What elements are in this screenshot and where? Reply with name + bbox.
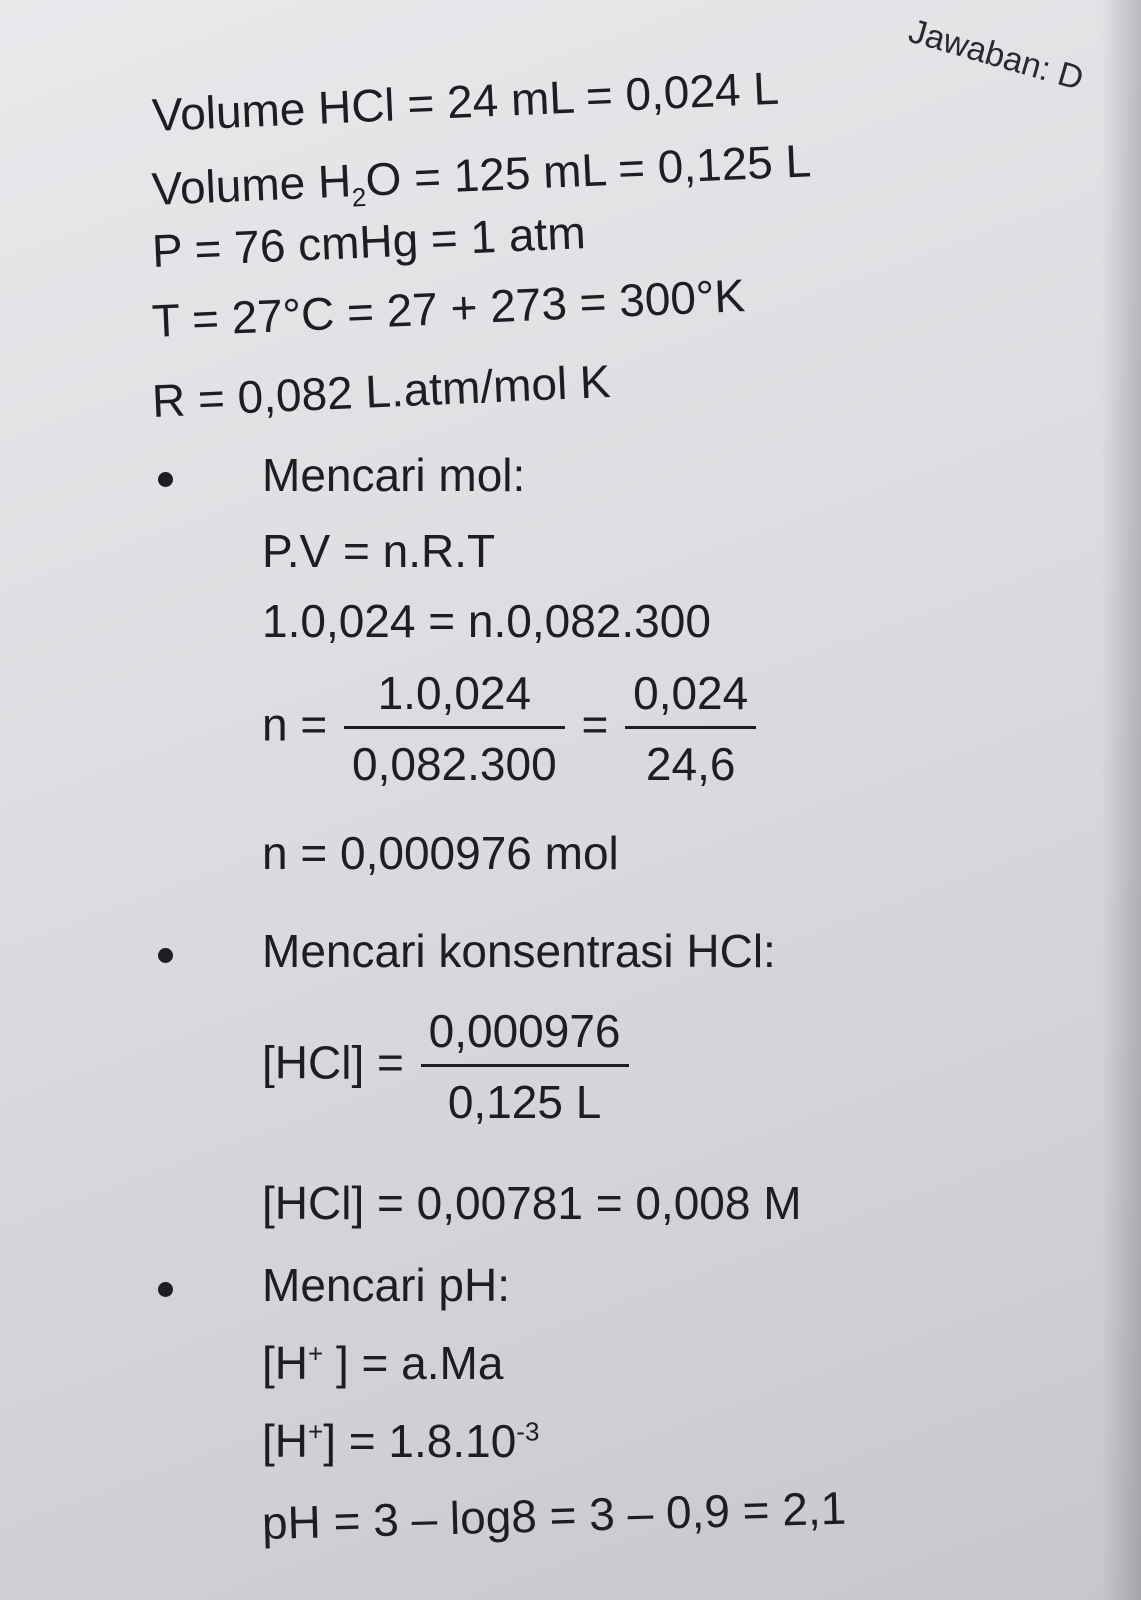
bullet-icon [158,472,173,487]
ph-line2-mid: ] = 1.8.10 [323,1415,517,1467]
given-volume-h2o [150,134,813,219]
conc-fraction-denominator: 0,125 L [447,1076,602,1128]
step-ph-line-2 [262,1415,540,1467]
step-conc-title: Mencari konsentrasi HCl: [262,925,776,977]
ph-line2-sup: + [308,1416,324,1447]
vol-h2o-subscript: 2 [351,181,367,213]
step-conc-fraction-line [262,1005,633,1128]
given-volume-hcl: Volume HCl = 24 mL = 0,024 L [150,61,780,141]
equals-sign: = [581,698,609,751]
ph-line2-prefix: [H [262,1415,308,1467]
step-mol-title: Mencari mol: [262,449,526,501]
step-ph-title: Mencari pH: [262,1259,510,1311]
step-mol-fraction-line [262,667,760,790]
bullet-icon [158,948,173,963]
ph-line2-exponent: -3 [516,1416,540,1447]
fraction-1-numerator: 1.0,024 [344,670,565,729]
step-mol-result: n = 0,000976 mol [262,827,619,879]
bullet-icon [158,1282,173,1297]
n-label: n = [262,698,328,751]
ph-line1-suffix: ] = a.Ma [323,1337,504,1389]
fraction-1-denominator: 0,082.300 [352,738,557,790]
step-ph-line-3: pH = 3 – log8 = 3 – 0,9 = 2,1 [261,1481,847,1549]
given-gas-constant: R = 0,082 L.atm/mol K [150,355,612,427]
ph-line1-sup: + [308,1338,324,1369]
page-binding-shadow [1101,0,1141,1600]
step-conc-result: [HCl] = 0,00781 = 0,008 M [262,1177,802,1229]
fraction-2 [625,667,756,790]
vol-h2o-suffix: O = 125 mL = 0,125 L [364,134,813,206]
hcl-lhs: [HCl] = [262,1036,404,1089]
step-mol-substitution: 1.0,024 = n.0,082.300 [262,595,711,647]
ph-line1-prefix: [H [262,1337,308,1389]
vol-h2o-prefix: Volume H [150,154,353,215]
fraction-1 [344,667,565,790]
given-temperature: T = 27°C = 27 + 273 = 300°K [150,269,747,347]
fraction-2-numerator: 0,024 [625,670,756,729]
step-mol-formula: P.V = n.R.T [262,525,496,577]
answer-tag: Jawaban: D [904,12,1088,99]
conc-fraction-numerator: 0,000976 [421,1008,629,1067]
fraction-2-denominator: 24,6 [645,738,736,790]
given-pressure: P = 76 cmHg = 1 atm [150,206,587,277]
step-ph-line-1 [262,1337,504,1389]
conc-fraction [421,1005,629,1128]
